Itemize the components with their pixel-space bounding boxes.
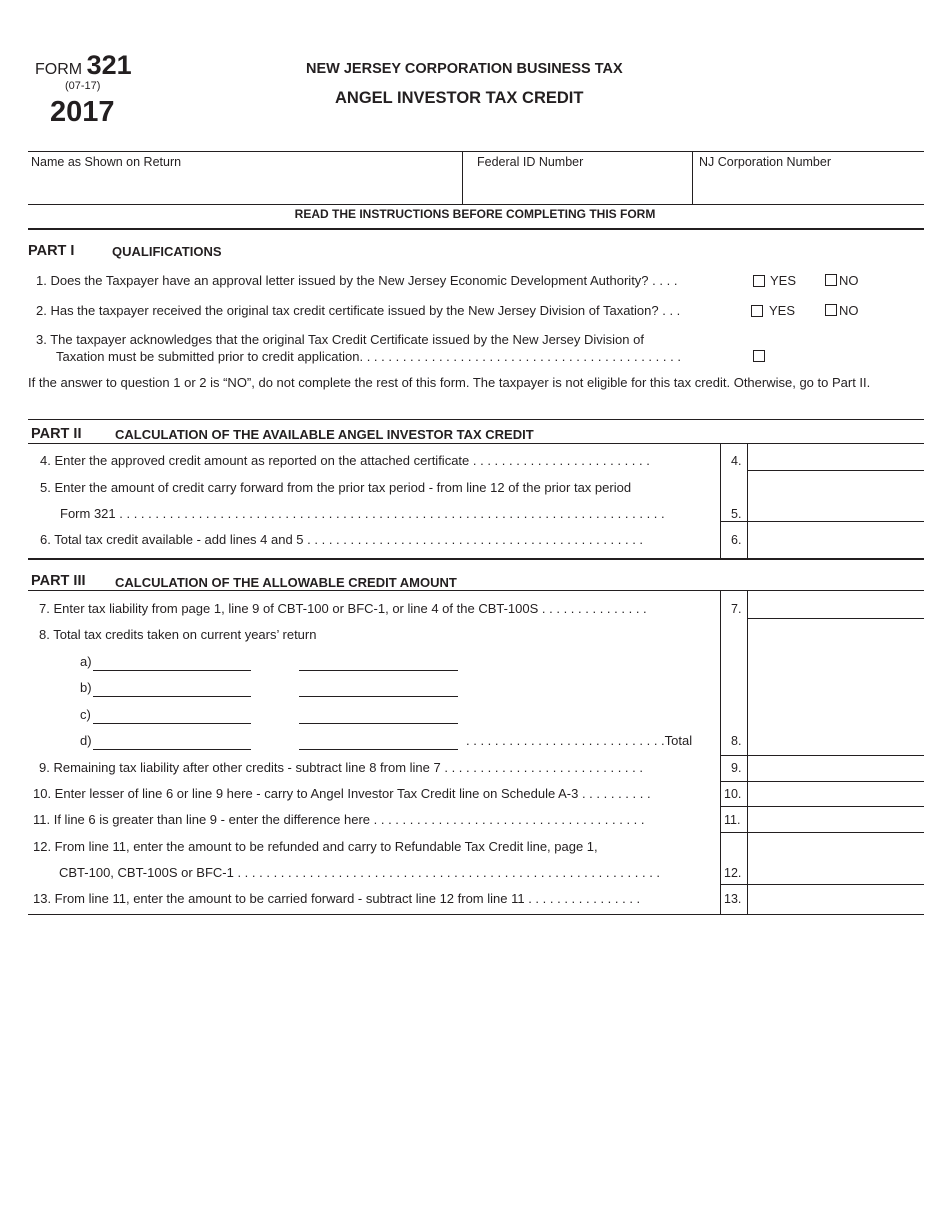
- q1-no-label: NO: [839, 273, 859, 288]
- line-10-text: 10. Enter lesser of line 6 or line 9 here - carry to Angel Investor Tax Credit line on Schedule A-3 . . . . . . . . . .: [33, 786, 651, 801]
- instructions-rule: [28, 228, 924, 230]
- line-8-number: 8.: [731, 734, 742, 748]
- question-1: 1. Does the Taxpayer have an approval letter issued by the New Jersey Economic Development Authority? . . . .: [36, 273, 678, 288]
- line-8c-credit-name[interactable]: [93, 707, 251, 724]
- form-label: [35, 50, 132, 81]
- part2-num-col-left: [720, 443, 721, 558]
- fein-label: Federal ID Number: [477, 155, 584, 169]
- part1-label: PART I: [28, 243, 75, 259]
- part2-title: CALCULATION OF THE AVAILABLE ANGEL INVESTOR TAX CREDIT: [115, 427, 534, 442]
- line-8c-label: c): [80, 707, 91, 722]
- q1-yes-label: YES: [770, 273, 797, 288]
- form-word: FORM: [35, 61, 83, 78]
- line-9-text: 9. Remaining tax liability after other credits - subtract line 8 from line 7 . . . . . . . . . . . . . . . . . . . . . . . . . . . .: [39, 760, 643, 775]
- line-8b-credit-amount[interactable]: [299, 680, 458, 697]
- line-9-amount[interactable]: [748, 756, 928, 782]
- line-8a-credit-name[interactable]: [93, 654, 251, 671]
- line-4-text: 4. Enter the approved credit amount as reported on the attached certificate . . . . . . . . . . . . . . . . . . . . . . . . .: [40, 453, 650, 468]
- q2-yes-checkbox[interactable]: [751, 305, 763, 317]
- part1-title: QUALIFICATIONS: [112, 244, 222, 259]
- line-11-amount[interactable]: [748, 807, 928, 833]
- line-12-number: 12.: [724, 866, 742, 880]
- form-title-line1: NEW JERSEY CORPORATION BUSINESS TAX: [306, 61, 623, 77]
- q2-no-label: NO: [839, 303, 859, 318]
- nj-corp-field[interactable]: [699, 174, 923, 198]
- line-12-text-1: 12. From line 11, enter the amount to be refunded and carry to Refundable Tax Credit line, page 1,: [33, 839, 598, 854]
- line-13-text: 13. From line 11, enter the amount to be carried forward - subtract line 12 from line 11 . . . . . . . . . . . . . . . .: [33, 891, 641, 906]
- line-7-rule: [747, 618, 924, 619]
- nj-corp-label: NJ Corporation Number: [699, 155, 831, 169]
- form-title-line2: ANGEL INVESTOR TAX CREDIT: [335, 89, 584, 107]
- line-13-amount[interactable]: [748, 886, 928, 912]
- q2-yes-label: YES: [769, 303, 796, 318]
- line-5-number: 5.: [731, 507, 742, 521]
- id-top-rule: [28, 151, 924, 152]
- form-revision: (07-17): [65, 80, 101, 92]
- line-5-amount[interactable]: [748, 496, 928, 522]
- part2-bottom-rule: [28, 558, 924, 560]
- line-6-text: 6. Total tax credit available - add lines 4 and 5 . . . . . . . . . . . . . . . . . . . . . . . . . . . . . . . . . . . . . . . . . . . . . . .: [40, 532, 644, 547]
- q3-acknowledge-checkbox[interactable]: [753, 350, 765, 362]
- part3-num-col-left: [720, 590, 721, 914]
- line-4-rule: [747, 470, 924, 471]
- line-11-number: 11.: [724, 813, 741, 827]
- part3-label: PART III: [31, 573, 86, 589]
- part2-top-rule: [28, 419, 924, 420]
- line-12-amount[interactable]: [748, 858, 928, 884]
- line-7-amount[interactable]: [748, 594, 928, 620]
- line-9-number: 9.: [731, 761, 742, 775]
- line-8-text: 8. Total tax credits taken on current years’ return: [39, 627, 317, 642]
- part3-header-rule: [28, 590, 924, 591]
- part2-header-rule: [28, 443, 924, 444]
- id-divider-1: [462, 151, 463, 204]
- line-8b-label: b): [80, 680, 92, 695]
- line-7-text: 7. Enter tax liability from page 1, line 9 of CBT-100 or BFC-1, or line 4 of the CBT-100S . . . . . . . . . . . . . . .: [39, 601, 647, 616]
- q1-no-checkbox[interactable]: [825, 274, 837, 286]
- form-year: 2017: [50, 96, 115, 128]
- line-8d-label: d): [80, 733, 92, 748]
- line-6-amount[interactable]: [748, 526, 928, 552]
- line-12-text-2: CBT-100, CBT-100S or BFC-1 . . . . . . . . . . . . . . . . . . . . . . . . . . . . . . . . . . . . . . . . . . . . . . . . . . . . . . . . . . .: [59, 865, 661, 880]
- line-8-total-label: . . . . . . . . . . . . . . . . . . . . . . . . . . . .Total: [466, 733, 693, 748]
- form-number: 321: [86, 50, 132, 80]
- line-4-amount[interactable]: [748, 446, 928, 472]
- q2-no-checkbox[interactable]: [825, 304, 837, 316]
- fein-field[interactable]: [470, 174, 689, 198]
- line-12-rule: [720, 884, 924, 885]
- id-bottom-rule: [28, 204, 924, 205]
- question-3-line1: 3. The taxpayer acknowledges that the original Tax Credit Certificate issued by the New Jersey Division of: [36, 332, 644, 347]
- line-8c-credit-amount[interactable]: [299, 707, 458, 724]
- instructions-notice: READ THE INSTRUCTIONS BEFORE COMPLETING THIS FORM: [294, 207, 656, 221]
- line-8a-credit-amount[interactable]: [299, 654, 458, 671]
- line-5-rule: [720, 521, 924, 522]
- question-2: 2. Has the taxpayer received the original tax credit certificate issued by the New Jersey Division of Taxation? . . .: [36, 303, 681, 318]
- line-4-number: 4.: [731, 454, 742, 468]
- name-label: Name as Shown on Return: [31, 155, 182, 169]
- part3-title: CALCULATION OF THE ALLOWABLE CREDIT AMOUNT: [115, 575, 457, 590]
- line-11-text: 11. If line 6 is greater than line 9 - enter the difference here . . . . . . . . . . . . . . . . . . . . . . . . . . . . . . . . . . . . . .: [33, 812, 645, 827]
- line-6-number: 6.: [731, 533, 742, 547]
- id-divider-2: [692, 151, 693, 204]
- part3-bottom-rule: [28, 914, 924, 915]
- line-8-amount[interactable]: [748, 728, 928, 754]
- line-5-text-2: Form 321 . . . . . . . . . . . . . . . . . . . . . . . . . . . . . . . . . . . . . . . . . . . . . . . . . . . . . . . . . . . . . . . . . . . . . . . . . . . .: [60, 506, 665, 521]
- line-10-number: 10.: [724, 787, 742, 801]
- part2-label: PART II: [31, 426, 82, 442]
- line-7-number: 7.: [731, 602, 742, 616]
- line-8a-label: a): [80, 654, 92, 669]
- part1-note: If the answer to question 1 or 2 is “NO”, do not complete the rest of this form. The taxpayer is not eligible for this tax credit. Otherwise, go to Part II.: [28, 375, 871, 390]
- q1-yes-checkbox[interactable]: [753, 275, 765, 287]
- line-13-number: 13.: [724, 892, 742, 906]
- name-field[interactable]: [31, 174, 460, 198]
- line-10-amount[interactable]: [748, 782, 928, 808]
- question-3-line2: Taxation must be submitted prior to credit application. . . . . . . . . . . . . . . . . . . . . . . . . . . . . . . . . . . . . . . . . . . . .: [56, 349, 681, 364]
- line-5-text-1: 5. Enter the amount of credit carry forward from the prior tax period - from line 12 of the prior tax period: [40, 480, 632, 495]
- line-8b-credit-name[interactable]: [93, 680, 251, 697]
- line-11-rule: [720, 832, 924, 833]
- line-8d-credit-amount[interactable]: [299, 733, 458, 750]
- line-8d-credit-name[interactable]: [93, 733, 251, 750]
